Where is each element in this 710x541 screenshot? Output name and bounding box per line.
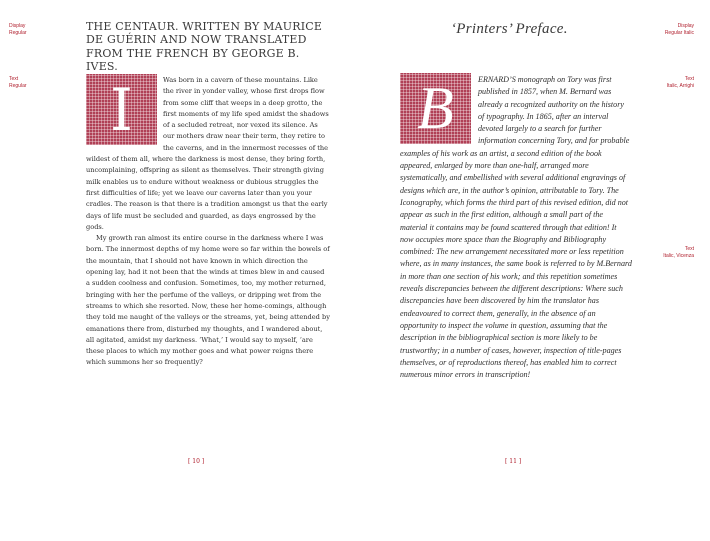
right-drop-cap-letter: B (417, 75, 454, 141)
display-label-line2: Regular (9, 30, 27, 36)
display-style-label-right (665, 23, 694, 37)
right-page-title: ‘Printers’ Preface. (451, 21, 568, 37)
display-style-label-left (9, 23, 27, 37)
left-drop-cap-letter: I (110, 75, 133, 144)
text-label-line2: Italic, Vicenza (663, 253, 694, 259)
text-style-label-right-1 (667, 76, 694, 90)
left-page-body (86, 75, 330, 369)
left-paragraph-2: My growth ran almost its entire course in the darkness where I was born. The innermost depths of my home were so far within the bowels of the mountain, that I should not have known in which direction the opening lay, had it not been that the winds at times blew in and caused a sudden coolness and confusion. Sometimes, too, my mother returned, bringing with her the perfume of the valleys, or dripping wet from the streams to which she resorted. Now, these her home-comings, although they told me naught of the valleys or the streams, yet, being attended by emanations there from, disturbed my thoughts, and I wandered about, all agitated, amidst my darkness. ‘What,’ I would say to myself, ‘are these places to which my mother goes and what power reigns there which summons her so frequently? (86, 234, 330, 367)
right-paragraph: ERNARD’S monograph on Tory was first published in 1857, when M. Bernard was already a recognized authority on the history of typography. In 1865, after an interval devoted largely to a search for further information concerning Tory, and for probable examples of his work as an artist, a second edition of the book appeared, enlarged by more than one-half, arranged more systematically, and embellished with several additional engravings of designs which are, in the author’s opinion, attributable to Tory. The Iconography, which forms the third part of this revised edition, did not appear as such in the first edition, although a small part of the material it contains may be found scattered through that edition! It now occupies more space than the Biography and Bibliography combined: The new arrangement necessitated more or less repetition where, as in many instances, the same book is referred to by M.Bernard in more than one section of his work; and this repetition sometimes reveals discrepancies between the different descriptions: Where such discrepancies have been discovered by him the translator has endeavoured to correct them, generally, in the absence of an opportunity to inspect the volume in question, assuming that the description in the bibliographical section is more likely to be trustworthy; in a number of cases, however, inspection of title-pages themselves, or of reproductions thereof, has enabled him to correct numerous minor errors in transcription! (400, 75, 632, 380)
left-paragraph-1: Was born in a cavern of these mountains. Like the river in yonder valley, whose first drops flow from some cliff that weeps in a deep grotto, the first moments of my life sped amidst the shadows of a secluded retreat, nor vexed its silence. As our mothers draw near their term, they retire to the caverns, and in the innermost recesses of the wildest of them all, where the darkness is most dense, they bring forth, uncomplaining, offspring as silent as themselves. Their strength giving milk enables us to endure without weakness or dubious struggles the first difficulties of life; yet we leave our caverns later than you your cradles. The reason is that there is a tradition amongst us that the early days of life must be secluded and guarded, as days engrossed by the gods. (86, 76, 329, 231)
display-label-line1: Display (9, 23, 26, 29)
right-page-body (400, 74, 632, 381)
display-label-line1: Display (677, 23, 694, 29)
text-label-line1: Text (684, 246, 694, 252)
text-style-label-right-2 (663, 246, 694, 260)
left-page-title: THE CENTAUR. WRITTEN BY MAURICE DE GUÉRIN AND NOW TRANSLATED FROM THE FRENCH BY GEORGE B. IVES. (86, 20, 323, 74)
text-label-line2: Italic, Arrighi (666, 83, 694, 89)
text-label-line1: Text (684, 76, 694, 82)
text-label-line2: Regular (9, 83, 27, 89)
text-style-label-left (9, 76, 27, 90)
right-page-number: [ 11 ] (505, 458, 522, 465)
left-page-number: [ 10 ] (188, 458, 205, 465)
display-label-line2: Regular Italic (664, 30, 694, 36)
text-label-line1: Text (9, 76, 19, 82)
